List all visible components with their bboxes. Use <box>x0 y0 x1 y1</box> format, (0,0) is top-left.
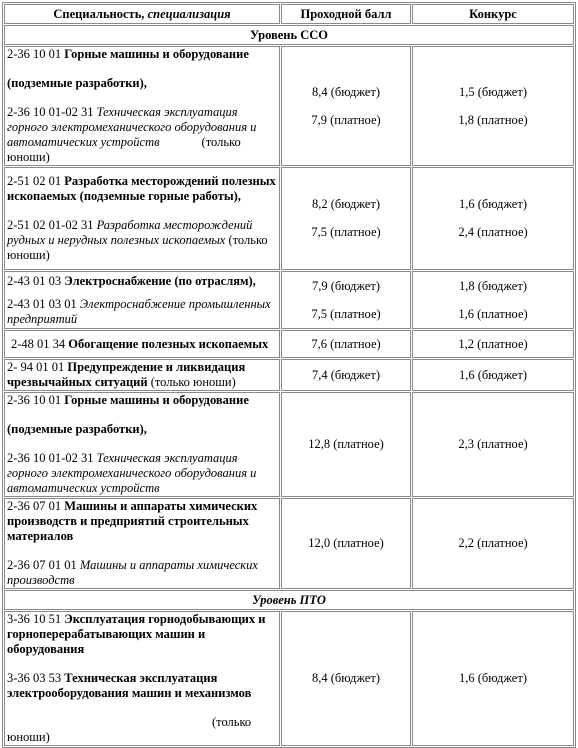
score-cell: 7,4 (бюджет) <box>281 359 411 391</box>
specialization-note-continued: юноши) <box>7 730 50 744</box>
table-row <box>4 359 574 391</box>
table-row <box>4 330 574 358</box>
contest-value: 1,8 (платное) <box>458 112 528 127</box>
specialty-name: Обогащение полезных ископаемых <box>68 336 269 351</box>
contest-column-header: Конкурс <box>412 4 574 24</box>
specialization-code: 3-36 03 53 <box>7 671 62 685</box>
contest-value: 1,6 (платное) <box>458 306 528 321</box>
contest-value: 1,6 (бюджет) <box>459 197 527 211</box>
level-heading-pto: Уровень ПТО <box>4 590 574 610</box>
specialty-cell <box>4 167 280 270</box>
specialization-header-text: специализация <box>147 6 231 21</box>
specialty-note: (только юноши) <box>150 375 236 389</box>
specialty-name: Горные машины и оборудование <box>64 47 249 61</box>
contest-value: 1,8 (бюджет) <box>459 278 527 293</box>
score-value: 7,9 (бюджет) <box>312 278 380 293</box>
specialization-name: Разработка месторождений рудных и нерудных полезных ископаемых <box>7 218 253 247</box>
level-row-sso <box>4 25 574 45</box>
specialization-code: 2-36 10 01-02 31 <box>7 451 94 465</box>
level-heading-sso: Уровень ССО <box>4 25 574 45</box>
table-row <box>4 498 574 589</box>
specialty-header-text: Специальность, <box>53 6 148 21</box>
specialization-code: 2-43 01 03 01 <box>7 296 77 311</box>
specialization-code: 2-36 10 01-02 31 <box>7 105 94 119</box>
specialization-name: Электроснабжение промышленных предприятий <box>7 296 271 326</box>
specialization-name: Техническая эксплуатация горного электромеханического оборудования и автоматических устройств <box>7 105 257 149</box>
contest-cell: 1,6 (бюджет) <box>412 611 574 746</box>
specialty-cell <box>4 359 280 391</box>
contest-cell: 1,6 (бюджет) <box>412 359 574 391</box>
table-row <box>4 611 574 746</box>
specialization-code: 2-51 02 01-02 31 <box>7 218 94 232</box>
specialty-name-continued: (подземные разработки), <box>7 76 147 90</box>
specialty-code: 2-48 01 34 <box>11 336 66 351</box>
specialization-name: Машины и аппараты химических производств <box>7 558 258 587</box>
score-cell: 7,6 (платное) <box>281 330 411 358</box>
table-row <box>4 46 574 166</box>
score-cell <box>281 167 411 270</box>
contest-cell: 2,2 (платное) <box>412 498 574 589</box>
score-value: 7,9 (платное) <box>311 112 381 127</box>
specialty-code: 2-43 01 03 <box>7 273 62 288</box>
specialty-cell <box>4 271 280 329</box>
specialty-name: Машины и аппараты химических производств и предприятий строительных материалов <box>7 499 258 543</box>
specialty-name: Предупреждение и ликвидация чрезвычайных ситуаций <box>7 360 246 389</box>
specialty-code: 2-36 07 01 <box>7 499 62 513</box>
score-cell: 12,8 (платное) <box>281 392 411 497</box>
score-cell: 8,4 (бюджет) <box>281 611 411 746</box>
specialty-name: Электроснабжение (по отраслям), <box>64 273 256 288</box>
specialty-code: 2- 94 01 01 <box>7 360 65 374</box>
specialty-name-continued: (подземные разработки), <box>7 422 147 436</box>
table-row <box>4 271 574 329</box>
specialization-name: Техническая эксплуатация горного электромеханического оборудования и автоматических устройств <box>7 451 257 495</box>
table-row <box>4 392 574 497</box>
specialization-note: (только <box>212 715 252 729</box>
specialization-note: (только юноши) <box>7 135 241 164</box>
specialty-cell <box>4 46 280 166</box>
specialty-code: 3-36 10 51 <box>7 612 62 626</box>
score-cell <box>281 46 411 166</box>
specialty-column-header <box>4 4 280 24</box>
specialization-note: (только юноши) <box>7 233 268 262</box>
specialty-cell <box>4 498 280 589</box>
admission-table <box>2 2 576 748</box>
score-cell: 12,0 (платное) <box>281 498 411 589</box>
contest-cell: 1,2 (платное) <box>412 330 574 358</box>
score-value: 7,5 (платное) <box>311 306 381 321</box>
table-row <box>4 167 574 270</box>
level-row-pto <box>4 590 574 610</box>
contest-value: 1,5 (бюджет) <box>459 84 527 99</box>
contest-cell <box>412 271 574 329</box>
table-header-row <box>4 4 574 24</box>
score-cell <box>281 271 411 329</box>
score-column-header: Проходной балл <box>281 4 411 24</box>
score-value: 7,5 (платное) <box>311 225 381 239</box>
contest-cell: 2,3 (платное) <box>412 392 574 497</box>
specialty-code: 2-36 10 01 <box>7 47 62 61</box>
specialization-name: Техническая эксплуатация электрооборудования машин и механизмов <box>7 671 252 700</box>
specialty-name: Горные машины и оборудование <box>64 393 249 407</box>
specialization-code: 2-36 07 01 01 <box>7 558 77 572</box>
specialty-cell <box>4 330 280 358</box>
contest-cell <box>412 46 574 166</box>
specialty-cell <box>4 611 280 746</box>
score-value: 8,4 (бюджет) <box>312 84 380 99</box>
score-value: 8,2 (бюджет) <box>312 197 380 211</box>
specialty-code: 2-36 10 01 <box>7 393 62 407</box>
specialty-code: 2-51 02 01 <box>7 174 62 188</box>
specialty-name: Разработка месторождений полезных ископаемых (подземные горные работы), <box>7 174 276 203</box>
specialty-name: Эксплуатация горнодобывающих и горноперерабатывающих машин и оборудования <box>7 612 266 656</box>
contest-value: 2,4 (платное) <box>458 225 528 239</box>
contest-cell <box>412 167 574 270</box>
specialty-cell <box>4 392 280 497</box>
